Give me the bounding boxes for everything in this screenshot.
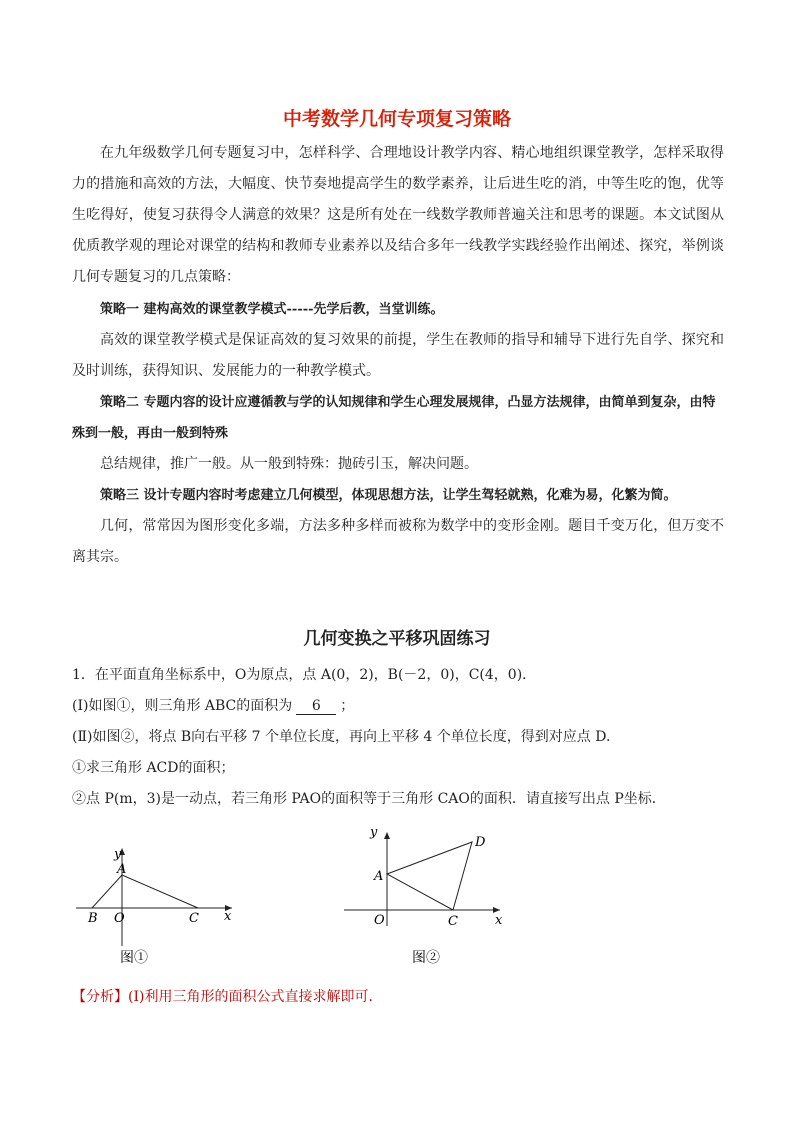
strategy-2-heading: 策略二 专题内容的设计应遵循教与学的认知规律和学生心理发展规律，凸显方法规律，由简单到复杂，由特殊到一般，再由一般到特殊	[72, 395, 716, 441]
fig2-label-a: A	[374, 869, 384, 884]
fig1-segment-ba	[92, 875, 122, 908]
analysis-text: (Ⅰ)利用三角形的面积公式直接求解即可．	[128, 989, 383, 1005]
part-1-suffix: ；	[340, 698, 355, 714]
fig1-y-label: y	[114, 847, 122, 862]
fig2-label-o: O	[374, 913, 385, 928]
fig2-caption: 图②	[412, 950, 440, 966]
fig2-triangle-acd	[387, 842, 472, 910]
fig1-label-c: C	[189, 911, 199, 926]
fig1-caption: 图①	[120, 950, 148, 966]
intro-paragraph: 在九年级数学几何专题复习中，怎样科学、合理地设计教学内容、精心地组织课堂教学，怎样采取得力的措施和高效的方法，大幅度、快节奏地提高学生的数学素养，让后进生吃的消，中等生吃的饱，优等生吃得好，使复习获得令人满意的效果？这是所有处在一线数学教师普遍关注和思考的课题。本文试图从优质教学观的理论对课堂的结构和教师专业素养以及结合多年一线教学实践经验作出阐述、探究，举例谈几何专题复习的几点策略：	[72, 145, 724, 285]
strategy-2-text: 总结规律，推广一般。从一般到特殊：抛砖引玉，解决问题。	[100, 456, 478, 472]
fig1-segment-ac	[122, 875, 198, 908]
document-title: 中考数学几何专项复习策略	[282, 108, 511, 130]
question-1-part-2: (Ⅱ)如图②，将点 B向右平移 7 个单位长度，再向上平移 4 个单位长度，得到对应点 D.	[72, 729, 611, 745]
strategy-1-heading: 策略一 建构高效的课堂教学模式-----先学后教，当堂训练。	[100, 302, 444, 317]
figure-2	[340, 822, 515, 968]
part-1-answer: 6	[296, 698, 336, 715]
question-1-sub-1: ①求三角形 ACD的面积；	[72, 760, 235, 776]
fig2-x-label: x	[495, 913, 503, 928]
exercise-title: 几何变换之平移巩固练习	[303, 629, 491, 649]
fig1-label-o: O	[114, 911, 125, 926]
strategy-3-text: 几何，常常因为图形变化多端，方法多种多样而被称为数学中的变形金刚。题目千变万化，但万变不离其宗。	[72, 518, 724, 565]
fig2-label-c: C	[448, 914, 458, 929]
fig1-x-label: x	[224, 909, 232, 924]
part-1-prefix: (Ⅰ)如图①，则三角形 ABC的面积为	[72, 698, 293, 714]
fig1-label-b: B	[88, 911, 98, 926]
question-1: 1．在平面直角坐标系中，O为原点，点 A(0，2)，B(－2，0)，C(4，0)．	[72, 667, 537, 683]
strategy-3-heading: 策略三 设计专题内容时考虑建立几何模型，体现思想方法，让学生驾轻就熟，化难为易，化繁为简。	[100, 488, 677, 503]
fig2-label-d: D	[475, 835, 486, 850]
question-1-part-1	[72, 695, 354, 715]
fig2-y-arrow	[384, 832, 390, 839]
fig1-label-a: A	[117, 862, 127, 877]
question-1-sub-2: ②点 P(m，3)是一动点，若三角形 PAO的面积等于三角形 CAO的面积．请直接写出点 P坐标．	[72, 791, 666, 807]
analysis-label: 【分析】	[72, 989, 128, 1005]
fig2-y-label: y	[370, 825, 378, 840]
strategy-1-text: 高效的课堂教学模式是保证高效的复习效果的前提，学生在教师的指导和辅导下进行先自学、探究和及时训练，获得知识、发展能力的一种教学模式。	[72, 332, 724, 379]
figure-1	[72, 838, 242, 968]
analysis	[72, 986, 382, 1006]
